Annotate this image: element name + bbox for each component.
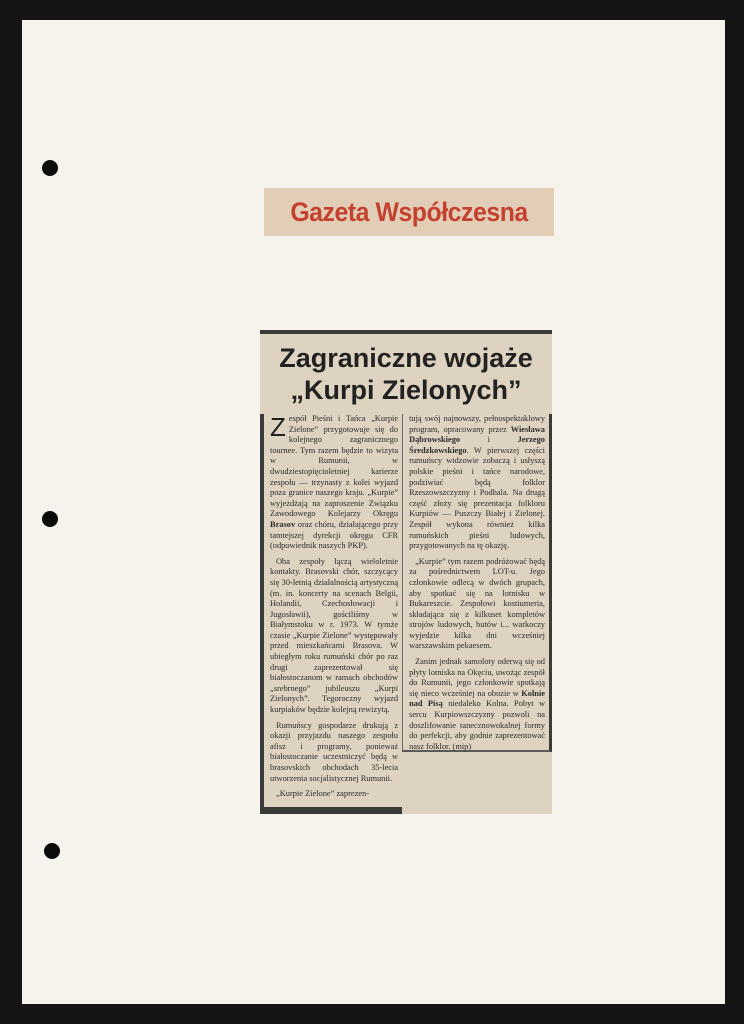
headline-line-2: „Kurpi Zielonych” — [290, 375, 522, 405]
article-column-1 — [260, 414, 402, 814]
article — [260, 330, 552, 814]
punch-hole-middle — [42, 511, 58, 527]
paragraph: „Kurpie” tym razem podróżować będą za pośrednictwem LOT-u. Jego członkowie odlecą w dwóch grupach, aby spotkać się na lotnisku w Bukareszcie. Zespołowi kostiumeria, składająca się z kilkuset kompletów strojów ludowych, butów i... warkoczy wyjedzie kilka dni wcześniej warszawskim pekaesem. — [409, 556, 545, 651]
paragraph: Zespół Pieśni i Tańca „Kurpie Zielone” przygotowuje się do kolejnego zagranicznego tournee. Tym razem będzie to wizyta w Rumunii, w dwudziestopięcioletniej karierze zespołu — trzynasty z kolei wyjazd poza granice naszego kraju. „Kurpie” wyjeżdżają na zaproszenie Związku Zawodowego Kolejarzy Okręgu Brasov oraz chóru, działającego przy tamtejszej dyrekcji okręgu CFR (odpowiednik naszych PKP). — [270, 412, 399, 551]
masthead-title: Gazeta Współczesna — [290, 196, 528, 227]
paragraph: Oba zespoły łączą wieloletnie kontakty. Brasovski chór, szczycący się 30-letnią działalnością artystyczną (m. in. koncerty na scenach Belgii, Holandii, Czechosłowacji i Jugosławii), gościliśmy w Białymstoku w r. 1973. W tymże czasie „Kurpie Zielone” występowały przed mieszkańcami Brasova. W ubiegłym roku rumuński chór po raz drugi zaprezentował się białostoczanom w ramach obchodów „srebrnego” jubileuszu „Kurpi Zielonych”. Tegoroczny wyjazd kurpiaków będzie kolejną rewizytą. — [270, 556, 399, 715]
headline-line-1: Zagraniczne wojaże — [279, 343, 533, 373]
article-columns — [260, 414, 552, 814]
paragraph: Zanim jednak samoloty oderwą się od płyty lotniska na Okęciu, uwożąc zespół do Rumunii, jego członkowie spotkają się nieco wcześniej na obozie w Kolnie nad Pisą niedaleko Kolna. Pobyt w sercu Kurpiowszczyzny pozwoli na doszlifowanie tanecznowokalnej formy do perfekcji, aby godnie zaprezentować nasz folklor. (mip) — [409, 657, 545, 751]
newspaper-masthead-clipping — [264, 188, 554, 236]
paragraph: „Kurpie Zielone” zaprezen- — [276, 789, 369, 799]
punch-hole-bottom — [44, 843, 60, 859]
paragraph: tują swój najnowszy, pełnospektaklowy program, opracowany przez Wiesława Dąbrowskiego i Jerzego Średzkowskiego. W pierwszej części rumuńscy widzowie zobaczą i usłyszą polskie pieśni i tańce narodowe, podziwiać będą folklor Rzeszowszczyzny i Podhala. Na drugą część złoży się prezentacja folkloru Kurpiów — Puszczy Białej i Zielonej. Zespół wykona również kilka rumuńskich pieśni ludowych, przygotowanych na tę okazję. — [409, 414, 545, 551]
article-clipping — [260, 330, 552, 814]
paragraph: Rumuńscy gospodarze drukują z okazji przyjazdu naszego zespołu afisz i programy, ponieważ białostoczanie uczestniczyć będą w brasovskich obchodach 35-lecia utworzenia socjalistycznej Rumunii. — [270, 720, 399, 783]
article-column-2 — [402, 414, 552, 752]
article-headline — [260, 342, 552, 406]
drop-cap: Z — [270, 412, 286, 442]
punch-hole-top — [42, 160, 58, 176]
